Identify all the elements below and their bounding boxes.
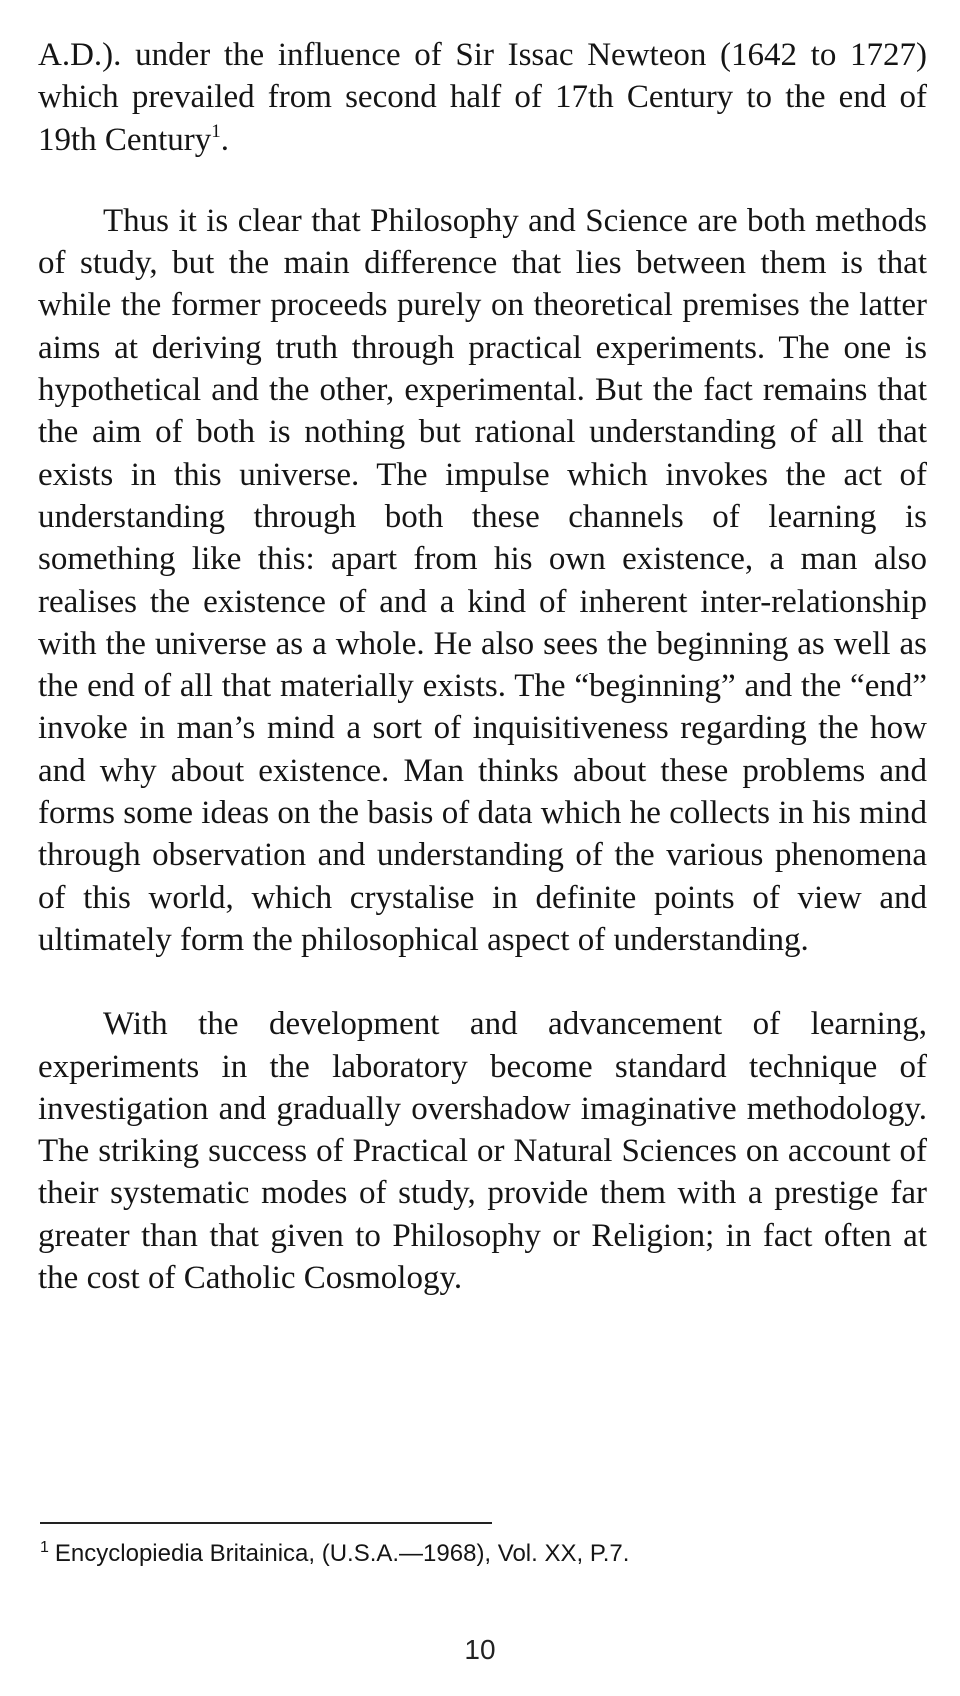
footnote-reference: 1 (211, 120, 221, 142)
paragraph-text: A.D.). under the influence of Sir Issac Newteon (1642 to 1727) which prevailed from second half of 17th Century to the end of 19th Century (38, 37, 927, 158)
page-number: 10 (464, 1634, 496, 1665)
footnote-text: Encyclopiedia Britainica, (U.S.A.—1968), Vol. XX, P.7. (54, 1540, 630, 1567)
paragraph-development-learning: With the development and advancement of learning, experiments in the laboratory become standard technique of investigation and gradually overshadow imaginative methodology. The striking success of Practical or Natural Sciences on account of their systematic modes of study, provide them with a prestige far greater than that given to Philosophy or Religion; in fact often at the cost of Catholic Cosmology. (38, 1006, 927, 1297)
paragraph-continuation (38, 34, 927, 161)
footnote (40, 1540, 629, 1568)
footnote-marker: 1 (40, 1539, 49, 1556)
paragraph-philosophy-science: Thus it is clear that Philosophy and Science are both methods of study, but the main difference that lies between them is that while the former proceeds purely on theoretical premises the latter aims at deriving truth through practical experiments. The one is hypothetical and the other, experimental. But the fact remains that the aim of both is nothing but rational understanding of all that exists in this universe. The impulse which invokes the act of understanding through both these channels of learning is something like this: apart from his own existence, a man also realises the existence of and a kind of inherent inter-relationship with the universe as a whole. He also sees the beginning as well as the end of all that materially exists. The “beginning” and the “end” invoke in man’s mind a sort of inquisitiveness regarding the how and why about existence. Man thinks about these problems and forms some ideas on the basis of data which he collects in his mind through observation and understanding of the various phenomena of this world, which crystalise in definite points of view and ultimately form the philosophical aspect of understanding. (38, 202, 927, 958)
footnote-divider (40, 1522, 492, 1524)
paragraph-text-end: . (220, 121, 229, 158)
